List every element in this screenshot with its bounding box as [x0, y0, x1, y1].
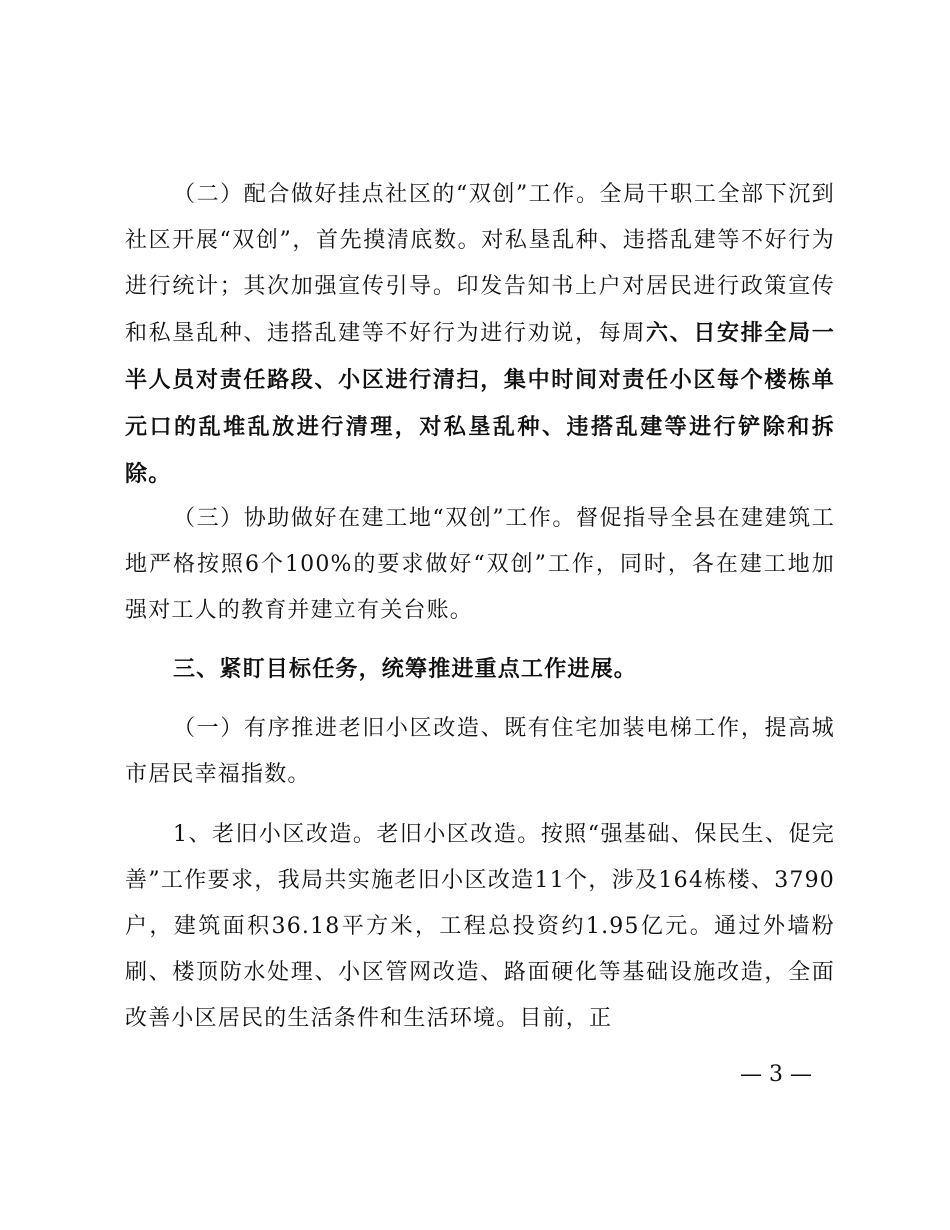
paragraph-text: （二）配合做好挂点社区的“双创”工作。全局干职工全部下沉到社区开展“双创”，首先摸清底数。对私垦乱种、违搭乱建等不好行为进行统计；其次加强宣传引导。印发告知书上户对居民进行政策宣传和私垦乱种、违搭乱建等不好行为进行劝说，每周 [125, 182, 835, 346]
paragraph-shuangchuang-community [125, 172, 835, 498]
section-heading-3: 三、紧盯目标任务，统筹推进重点工作进展。 [173, 656, 638, 682]
paragraph-old-community-renovation: 1、老旧小区改造。老旧小区改造。按照“强基础、保民生、促完善”工作要求，我局共实施老旧小区改造11个，涉及164栋楼、3790户，建筑面积36.18平方米，工程总投资约1.95亿元。通过外墙粉刷、楼顶防水处理、小区管网改造、路面硬化等基础设施改造，全面改善小区居民的生活条件和生活环境。目前，正 [125, 822, 835, 1031]
paragraph-bold-text: 六、日安排全局一半人员对责任路段、小区进行清扫，集中时间对责任小区每个楼栋单元口的乱堆乱放进行清理，对私垦乱种、违搭乱建等进行铲除和拆除。 [125, 320, 835, 487]
paragraph-old-community-elevators: （一）有序推进老旧小区改造、既有住宅加装电梯工作，提高城市居民幸福指数。 [125, 716, 835, 787]
paragraph-construction-sites: （三）协助做好在建工地“双创”工作。督促指导全县在建建筑工地严格按照6个100%的要求做好“双创”工作，同时，各在建工地加强对工人的教育并建立有关台账。 [125, 506, 835, 623]
page-number: — 3 — [740, 1062, 812, 1087]
